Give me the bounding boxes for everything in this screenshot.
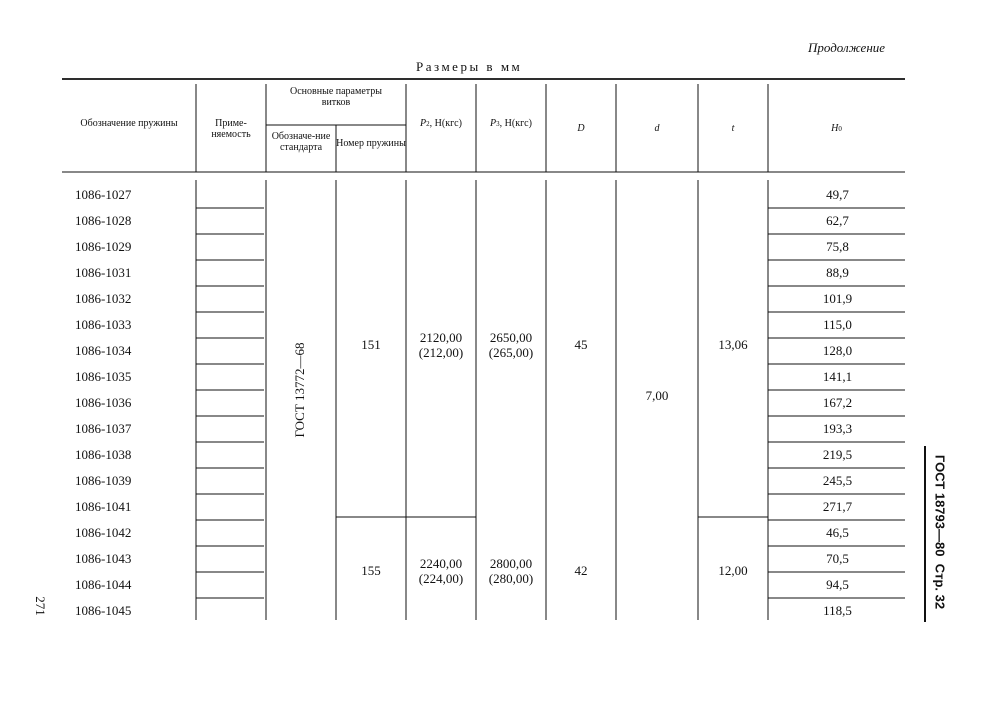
group2-p2-value: 2240,00 (419, 556, 463, 571)
units-caption: Размеры в мм (416, 59, 523, 74)
page-number: 271 (33, 596, 48, 616)
header-p2-subscript: 2 (426, 120, 430, 128)
row-code: 1086-1042 (75, 525, 132, 540)
row-h0: 128,0 (822, 343, 853, 358)
row-h0: 75,8 (826, 239, 849, 254)
row-code: 1086-1028 (75, 213, 132, 228)
row-code: 1086-1036 (75, 395, 132, 410)
row-h0: 115,0 (823, 317, 852, 332)
row-h0: 62,7 (826, 213, 849, 228)
row-code: 1086-1039 (75, 473, 132, 488)
header-H0 (768, 123, 905, 135)
group2-spring-no: 155 (361, 563, 381, 578)
row-code: 1086-1044 (75, 577, 132, 592)
header-p3-subscript: 3 (496, 120, 500, 128)
group1-t: 13,06 (718, 337, 748, 352)
row-h0: 271,7 (822, 499, 853, 514)
header-spring-no: Номер пружины (336, 138, 406, 149)
side-label-page: Стр. 32 (932, 563, 948, 610)
row-h0: 88,9 (826, 265, 849, 280)
header-standard: Обозначе-ние стандарта (271, 131, 331, 153)
header-d: d (654, 123, 660, 134)
group2-p2-kgf: (224,00) (418, 571, 464, 586)
header-H0-symbol: H (831, 123, 839, 134)
row-h0: 245,5 (822, 473, 853, 488)
row-code: 1086-1035 (75, 369, 132, 384)
header-p2-unit: , Н(кгс) (429, 118, 462, 129)
row-h0: 141,1 (822, 369, 853, 384)
row-code: 1086-1029 (75, 239, 132, 254)
group1-p3 (476, 330, 546, 360)
row-code: 1086-1032 (75, 291, 132, 306)
row-code: 1086-1027 (75, 187, 132, 202)
group2-D: 42 (574, 563, 588, 578)
row-h0: 49,7 (826, 187, 849, 202)
header-p2 (406, 118, 476, 130)
group2-t: 12,00 (718, 563, 748, 578)
group1-D: 45 (574, 337, 588, 352)
group1-p2-value: 2120,00 (419, 330, 463, 345)
header-D: D (577, 123, 585, 134)
group1-p3-kgf: (265,00) (488, 345, 534, 360)
header-H0-subscript: 0 (838, 125, 842, 133)
header-p2-symbol: P (420, 118, 427, 129)
row-code: 1086-1041 (75, 499, 132, 514)
row-code: 1086-1031 (75, 265, 132, 280)
row-h0: 46,5 (826, 525, 849, 540)
header-p3-symbol: P (490, 118, 497, 129)
header-p3-unit: , Н(кгс) (499, 118, 532, 129)
row-h0: 219,5 (822, 447, 853, 462)
row-h0: 167,2 (822, 395, 853, 410)
row-h0: 118,5 (823, 603, 852, 618)
row-code: 1086-1045 (75, 603, 132, 618)
side-label-gost: ГОСТ 18793—80 (932, 454, 948, 557)
row-code: 1086-1034 (75, 343, 132, 358)
group2-p2 (406, 556, 476, 586)
header-p3 (476, 118, 546, 130)
group1-spring-no: 151 (361, 337, 381, 352)
group1-p3-value: 2650,00 (489, 330, 533, 345)
header-t: t (731, 123, 735, 134)
header-designation: Обозначение пружины (80, 118, 178, 129)
row-h0: 101,9 (822, 291, 853, 306)
row-code: 1086-1038 (75, 447, 132, 462)
continued-label: Продолжение (808, 40, 886, 55)
group2-p3-value: 2800,00 (489, 556, 533, 571)
side-rule (924, 446, 926, 622)
row-h0: 193,3 (822, 421, 853, 436)
row-code: 1086-1037 (75, 421, 132, 436)
row-code: 1086-1033 (75, 317, 132, 332)
side-label (933, 455, 948, 609)
group2-p3 (476, 556, 546, 586)
shared-d: 7,00 (645, 388, 669, 403)
header-coil-params: Основные параметры витков (290, 86, 382, 108)
row-h0: 70,5 (826, 551, 849, 566)
group1-p2-kgf: (212,00) (418, 345, 464, 360)
group2-p3-kgf: (280,00) (488, 571, 534, 586)
row-code: 1086-1043 (75, 551, 132, 566)
standard-cell: ГОСТ 13772—68 (292, 342, 307, 438)
row-h0: 94,5 (826, 577, 849, 592)
header-applicability: Приме-няемость (211, 118, 251, 140)
group1-p2 (406, 330, 476, 360)
